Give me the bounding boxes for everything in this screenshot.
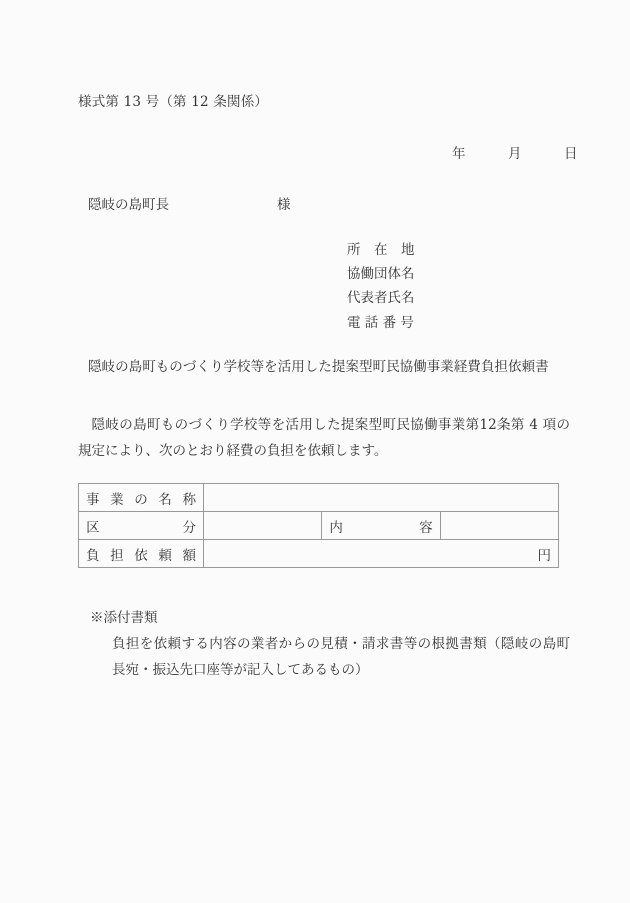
sender-field-phone-number: 電 話 番 号 (347, 314, 414, 331)
date-line: 年 月 日 (452, 146, 578, 162)
table-row-requested-amount (79, 540, 559, 568)
addressee-honorific: 様 (277, 197, 291, 213)
table-row-project-name (79, 484, 559, 512)
form-table (78, 483, 559, 568)
table-row-category (79, 512, 559, 540)
addressee-name: 隠岐の島町長 (88, 197, 169, 213)
table-label-requested-amount (79, 540, 204, 568)
sender-field-representative-name: 代表者氏名 (347, 290, 415, 307)
sender-block (347, 238, 415, 335)
attachment-note-text: 負担を依頼する内容の業者からの見積・請求書等の根拠書類（隠岐の島町長宛・振込先口座等が記入してあるもの） (112, 636, 570, 678)
addressee (88, 193, 308, 213)
attachment-note-heading: ※添付書類 (90, 610, 158, 626)
table-label-project-name-text: 事業の名称 (86, 491, 196, 508)
table-value-category[interactable] (204, 512, 322, 540)
table-label-requested-amount-text: 負担依頼額 (86, 547, 196, 564)
sender-field-organization-name: 協働団体名 (347, 266, 415, 283)
table-value-requested-amount[interactable] (204, 540, 559, 568)
sender-field-address: 所 在 地 (347, 242, 415, 258)
table-label-category-text: 区分 (86, 519, 196, 536)
table-label-content (322, 512, 440, 540)
form-number: 様式第 13 号（第 12 条関係） (78, 94, 269, 110)
table-label-content-text: 内容 (329, 519, 433, 536)
table-label-category (79, 512, 204, 540)
document-title: 隠岐の島町ものづくり学校等を活用した提案型町民協働事業経費負担依頼書 (88, 359, 549, 375)
table-label-project-name (79, 484, 204, 512)
table-value-content[interactable] (440, 512, 558, 540)
table-value-project-name[interactable] (204, 484, 559, 512)
attachment-note (90, 605, 570, 683)
currency-unit-label: 円 (537, 547, 551, 564)
body-paragraph: 隠岐の島町ものづくり学校等を活用した提案型町民協働事業第12条第 4 項の規定により、次のとおり経費の負担を依頼します。 (78, 417, 570, 459)
